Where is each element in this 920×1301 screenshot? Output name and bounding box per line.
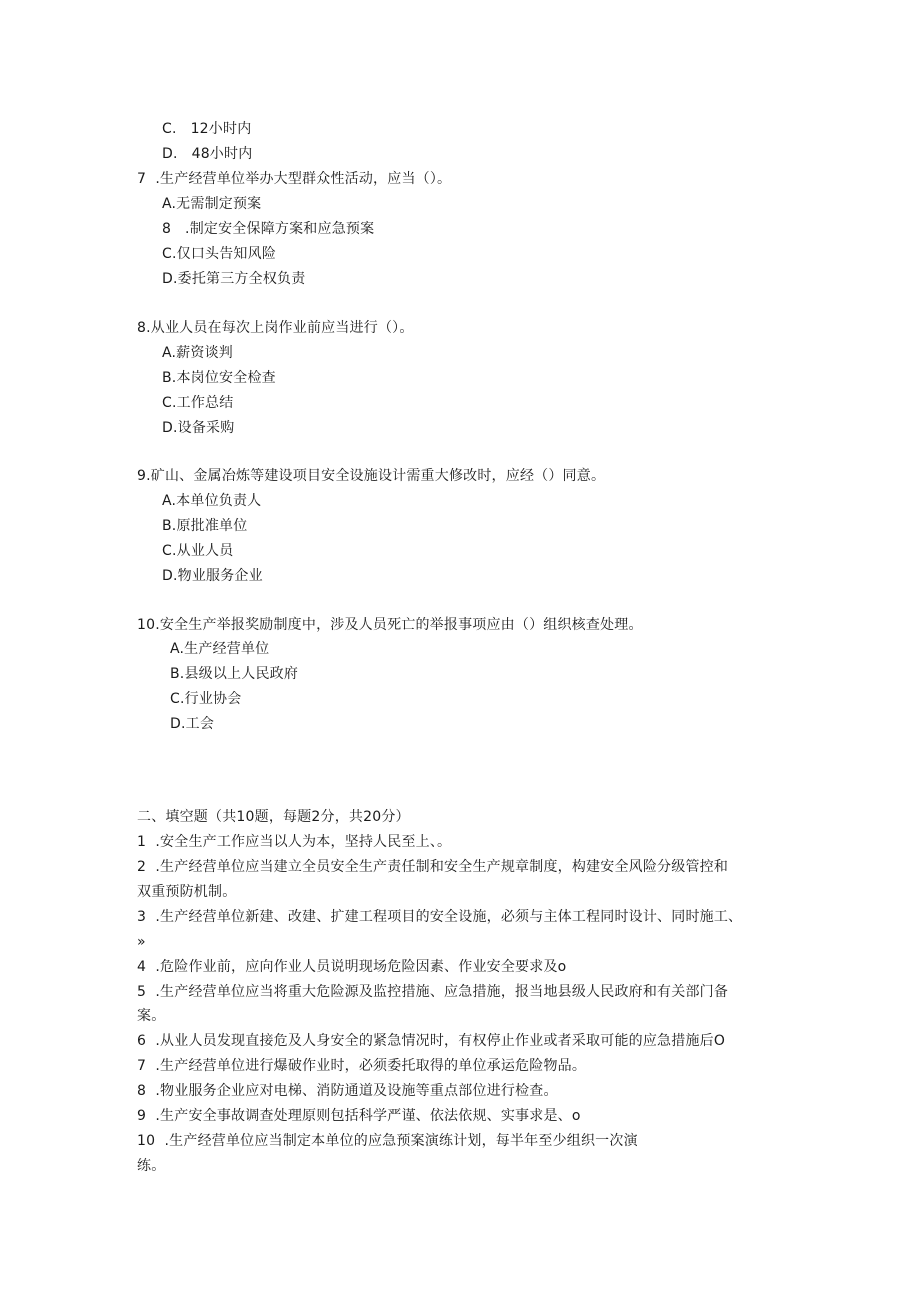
fill-item-1: 1 .安全生产工作应当以人为本，坚持人民至上、。 xyxy=(137,834,452,850)
q9-stem: 9.矿山、金属冶炼等建设项目安全设施设计需重大修改时，应经（）同意。 xyxy=(137,468,606,484)
fill-item-9: 9 .生产安全事故调查处理原则包括科学严谨、依法依规、实事求是、o xyxy=(137,1108,581,1124)
q10-option-d: D.工会 xyxy=(170,716,215,732)
fill-item-10: 10 .生产经营单位应当制定本单位的应急预案演练计划，每半年至少组织一次演 xyxy=(137,1133,638,1149)
q8-option-d: D.设备采购 xyxy=(162,420,235,436)
fill-item-7: 7 .生产经营单位进行爆破作业时，必须委托取得的单位承运危险物品。 xyxy=(137,1058,587,1074)
q7-option-d: D.委托第三方全权负责 xyxy=(162,271,306,287)
fill-item-8: 8 .物业服务企业应对电梯、消防通道及设施等重点部位进行检查。 xyxy=(137,1083,558,1099)
fill-section-heading: 二、填空题（共10题，每题2分，共20分） xyxy=(137,809,410,825)
fill-item-3: 3 .生产经营单位新建、改建、扩建工程项目的安全设施，必须与主体工程同时设计、同时施工、 xyxy=(137,909,743,925)
fill-item-2: 2 .生产经营单位应当建立全员安全生产责任制和安全生产规章制度，构建安全风险分级管控和 xyxy=(137,859,729,875)
q10-stem: 10.安全生产举报奖励制度中，涉及人员死亡的举报事项应由（）组织核查处理。 xyxy=(137,617,643,633)
fill-item-10-cont: 练。 xyxy=(137,1158,166,1174)
fill-item-2-cont: 双重预防机制。 xyxy=(137,884,237,900)
fill-item-6: 6 .从业人员发现直接危及人身安全的紧急情况时，有权停止作业或者采取可能的应急措施后O xyxy=(137,1033,726,1049)
q9-option-a: A.本单位负责人 xyxy=(162,493,262,509)
q6-option-c: C. 12小时内 xyxy=(162,121,252,137)
q10-option-c: C.行业协会 xyxy=(170,691,242,707)
fill-item-5: 5 .生产经营单位应当将重大危险源及监控措施、应急措施，报当地县级人民政府和有关部门备 xyxy=(137,984,729,1000)
q8-option-a: A.薪资谈判 xyxy=(162,345,233,361)
q7-stem: 7 .生产经营单位举办大型群众性活动，应当（）。 xyxy=(137,171,452,187)
q9-option-c: C.从业人员 xyxy=(162,543,234,559)
q8-option-c: C.工作总结 xyxy=(162,395,234,411)
q6-option-d: D. 48小时内 xyxy=(162,146,253,162)
q7-option-a: A.无需制定预案 xyxy=(162,196,262,212)
fill-item-5-cont: 案。 xyxy=(137,1008,166,1024)
q9-option-b: B.原批准单位 xyxy=(162,518,248,534)
q10-option-b: B.县级以上人民政府 xyxy=(170,666,299,682)
fill-item-3-cont: » xyxy=(137,934,146,950)
q9-option-d: D.物业服务企业 xyxy=(162,568,263,584)
fill-item-4: 4 .危险作业前，应向作业人员说明现场危险因素、作业安全要求及o xyxy=(137,959,567,975)
q8-stem: 8.从业人员在每次上岗作业前应当进行（）。 xyxy=(137,320,414,336)
q7-option-c: C.仅口头告知风险 xyxy=(162,246,277,262)
q10-option-a: A.生产经营单位 xyxy=(170,641,270,657)
q7-option-b: 8 .制定安全保障方案和应急预案 xyxy=(162,221,375,237)
q8-option-b: B.本岗位安全检查 xyxy=(162,370,276,386)
